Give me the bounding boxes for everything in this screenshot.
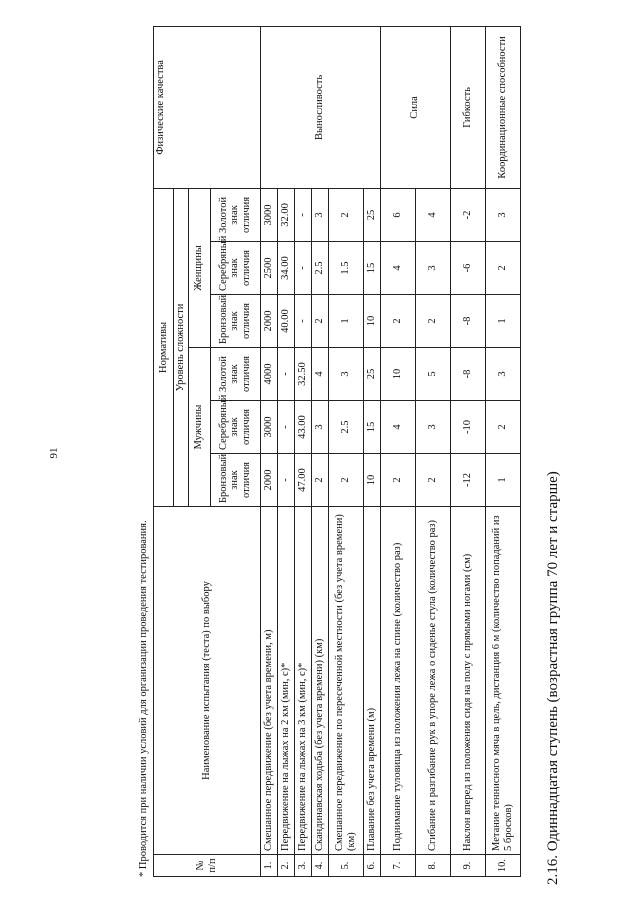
header-men: Мужчины [188, 348, 210, 507]
men-bronze-value: 2000 [260, 454, 277, 507]
header-test-name: Наименование испытания (теста) по выбору [154, 507, 261, 855]
women-silver-value: 1.5 [328, 242, 363, 295]
men-bronze-value: 2 [311, 454, 328, 507]
quality-strength: Сила [380, 26, 450, 188]
women-bronze-value: 2 [311, 295, 328, 348]
men-silver-value: -10 [450, 401, 485, 454]
women-silver-value: 15 [363, 242, 380, 295]
women-bronze-value: -8 [450, 295, 485, 348]
men-bronze-value: 2 [380, 454, 415, 507]
quality-flexibility: Гибкость [450, 26, 485, 188]
women-silver-value: 2500 [260, 242, 277, 295]
men-silver-value: 3 [311, 401, 328, 454]
header-women-gold: Золотой знак отличия [210, 188, 260, 241]
women-gold-value: 6 [380, 188, 415, 241]
row-number: 3. [294, 855, 311, 877]
women-bronze-value: 2 [415, 295, 450, 348]
header-difficulty-level: Уровень сложности [174, 188, 189, 506]
women-bronze-value: 10 [363, 295, 380, 348]
men-gold-value: 25 [363, 348, 380, 401]
women-silver-value: 34.00 [277, 242, 294, 295]
men-gold-value: 4 [311, 348, 328, 401]
test-name: Метание теннисного мяча в цель, дистанция 6 м (количество попаданий из 5 бросков) [485, 507, 520, 855]
men-silver-value: 43.00 [294, 401, 311, 454]
quality-endurance: Выносливость [260, 26, 380, 188]
section-title: 2.16. Одиннадцатая ступень (возрастная группа 70 лет и старше) [545, 471, 561, 885]
women-bronze-value: 40.00 [277, 295, 294, 348]
test-name: Смешанное передвижение по пересеченной местности (без учета времени) (км) [328, 507, 363, 855]
women-gold-value: 25 [363, 188, 380, 241]
men-gold-value: 3 [485, 348, 520, 401]
header-men-silver: Серебряный знак отличия [210, 401, 260, 454]
header-physical-qualities: Физические качества [154, 26, 261, 188]
women-bronze-value: 1 [328, 295, 363, 348]
men-gold-value: 10 [380, 348, 415, 401]
table-row [380, 26, 415, 876]
men-silver-value: 2 [485, 401, 520, 454]
men-gold-value: 5 [415, 348, 450, 401]
men-bronze-value: - [277, 454, 294, 507]
row-number: 5. [328, 855, 363, 877]
test-name: Смешанное передвижение (без учета времени, м) [260, 507, 277, 855]
men-bronze-value: 2 [328, 454, 363, 507]
table-row [485, 26, 520, 876]
women-gold-value: 2 [328, 188, 363, 241]
row-number: 1. [260, 855, 277, 877]
men-silver-value: 2.5 [328, 401, 363, 454]
footnote: * Проводится при наличии условий для организации проведения тестирования. [138, 520, 149, 877]
men-silver-value: 3000 [260, 401, 277, 454]
row-number: 2. [277, 855, 294, 877]
men-gold-value: 3 [328, 348, 363, 401]
women-bronze-value: 1 [485, 295, 520, 348]
women-bronze-value: 2000 [260, 295, 277, 348]
women-gold-value: 32.00 [277, 188, 294, 241]
row-number: 9. [450, 855, 485, 877]
test-name: Наклон вперед из положения сидя на полу с прямыми ногами (см) [450, 507, 485, 855]
men-silver-value: 3 [415, 401, 450, 454]
quality-coordination: Координационные способности [485, 26, 520, 188]
table-row [260, 26, 277, 876]
women-silver-value: -6 [450, 242, 485, 295]
men-gold-value: -8 [450, 348, 485, 401]
men-gold-value: 4000 [260, 348, 277, 401]
women-gold-value: 4 [415, 188, 450, 241]
header-num: № п/п [154, 855, 261, 877]
row-number: 7. [380, 855, 415, 877]
men-bronze-value: -12 [450, 454, 485, 507]
table-row [450, 26, 485, 876]
header-women-silver: Серебряный знак отличия [210, 242, 260, 295]
women-silver-value: 2 [485, 242, 520, 295]
row-number: 8. [415, 855, 450, 877]
men-gold-value: 32.50 [294, 348, 311, 401]
women-silver-value: - [294, 242, 311, 295]
row-number: 4. [311, 855, 328, 877]
header-women-bronze: Бронзовый знак отличия [210, 295, 260, 348]
row-number: 10. [485, 855, 520, 877]
women-gold-value: 3 [311, 188, 328, 241]
test-name: Скандинавская ходьба (без учета времени) (км) [311, 507, 328, 855]
header-men-gold: Золотой знак отличия [210, 348, 260, 401]
header-men-bronze: Бронзовый знак отличия [210, 454, 260, 507]
women-gold-value: 3 [485, 188, 520, 241]
women-gold-value: -2 [450, 188, 485, 241]
women-silver-value: 3 [415, 242, 450, 295]
men-bronze-value: 10 [363, 454, 380, 507]
test-name: Сгибание и разгибание рук в упоре лежа о сиденье стула (количество раз) [415, 507, 450, 855]
norms-table [153, 26, 521, 877]
row-number: 6. [363, 855, 380, 877]
test-name: Передвижение на лыжах на 2 км (мин, с)* [277, 507, 294, 855]
header-norms: Нормативы [154, 188, 174, 506]
test-name: Плавание без учета времени (м) [363, 507, 380, 855]
page-number-text: 91 [48, 447, 60, 459]
test-name: Поднимание туловища из положения лежа на спине (количество раз) [380, 507, 415, 855]
women-bronze-value: - [294, 295, 311, 348]
men-bronze-value: 1 [485, 454, 520, 507]
women-bronze-value: 2 [380, 295, 415, 348]
men-gold-value: - [277, 348, 294, 401]
women-silver-value: 4 [380, 242, 415, 295]
women-gold-value: 3000 [260, 188, 277, 241]
women-gold-value: - [294, 188, 311, 241]
header-women: Женщины [188, 188, 210, 347]
men-silver-value: 15 [363, 401, 380, 454]
men-bronze-value: 47.00 [294, 454, 311, 507]
men-bronze-value: 2 [415, 454, 450, 507]
men-silver-value: 4 [380, 401, 415, 454]
test-name: Передвижение на лыжах на 3 км (мин, с)* [294, 507, 311, 855]
women-silver-value: 2.5 [311, 242, 328, 295]
men-silver-value: - [277, 401, 294, 454]
